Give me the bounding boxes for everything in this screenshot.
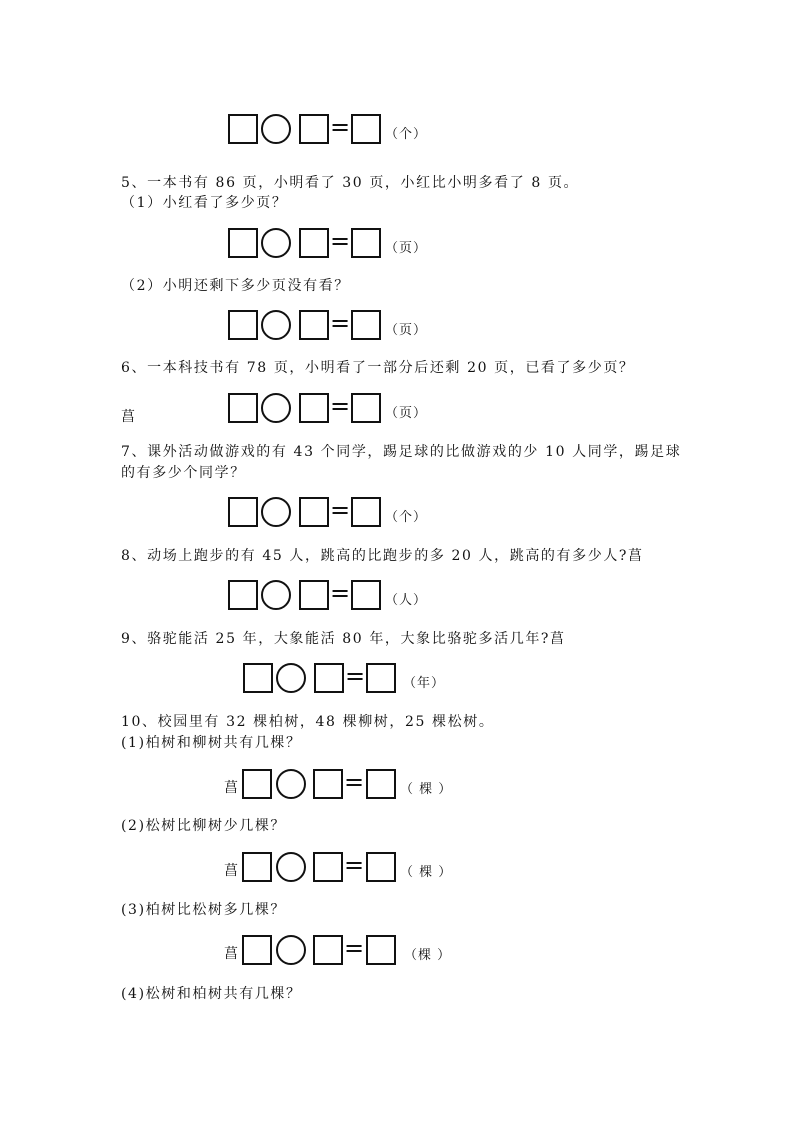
equation-template	[228, 580, 428, 610]
equals-sign: =	[345, 662, 366, 690]
equation-template	[224, 935, 464, 965]
answer-box[interactable]	[242, 852, 272, 882]
equals-sign: =	[330, 579, 351, 607]
answer-box[interactable]	[351, 580, 381, 610]
unit-label: （棵 ）	[404, 948, 452, 963]
operator-circle[interactable]	[261, 228, 291, 258]
unit-label: （年）	[403, 676, 446, 691]
operator-circle[interactable]	[261, 497, 291, 527]
question-5-sub-2: （2）小明还剩下多少页没有看？	[121, 278, 350, 294]
equals-sign: =	[344, 934, 365, 962]
answer-box[interactable]	[351, 497, 381, 527]
question-8: 8、动场上跑步的有 45 人，跳高的比跑步的多 20 人，跳高的有多少人?菖	[121, 548, 644, 564]
question-10-sub-1: (1)柏树和柳树共有几棵？	[121, 735, 302, 751]
equals-sign: =	[330, 113, 351, 141]
stray-glyph: 菖	[224, 946, 238, 962]
question-10-sub-2: (2)松树比柳树少几棵？	[121, 818, 287, 834]
stray-glyph: 菖	[121, 409, 137, 425]
operator-circle[interactable]	[261, 310, 291, 340]
unit-label: （页）	[385, 241, 428, 256]
answer-box[interactable]	[313, 935, 343, 965]
stray-glyph: 菖	[224, 863, 238, 879]
equals-sign: =	[344, 851, 365, 879]
answer-box[interactable]	[228, 497, 258, 527]
operator-circle[interactable]	[276, 935, 306, 965]
question-10-sub-4: (4)松树和柏树共有几棵？	[121, 986, 302, 1002]
operator-circle[interactable]	[261, 114, 291, 144]
question-7-line-1: 7、课外活动做游戏的有 43 个同学，踢足球的比做游戏的少 10 人同学，踢足球	[121, 444, 682, 460]
operator-circle[interactable]	[276, 852, 306, 882]
unit-label: （页）	[385, 406, 428, 421]
answer-box[interactable]	[366, 935, 396, 965]
answer-box[interactable]	[299, 114, 329, 144]
answer-box[interactable]	[242, 935, 272, 965]
answer-box[interactable]	[314, 663, 344, 693]
answer-box[interactable]	[228, 310, 258, 340]
equation-template	[228, 228, 428, 258]
equals-sign: =	[344, 768, 365, 796]
question-9: 9、骆驼能活 25 年，大象能活 80 年，大象比骆驼多活几年?菖	[121, 631, 566, 647]
question-7-line-2: 的有多少个同学？	[121, 465, 246, 481]
answer-box[interactable]	[228, 228, 258, 258]
unit-label: （ 棵 ）	[400, 865, 453, 880]
answer-box[interactable]	[228, 393, 258, 423]
answer-box[interactable]	[313, 769, 343, 799]
answer-box[interactable]	[351, 393, 381, 423]
equals-sign: =	[330, 392, 351, 420]
answer-box[interactable]	[366, 769, 396, 799]
operator-circle[interactable]	[276, 769, 306, 799]
answer-box[interactable]	[243, 663, 273, 693]
question-10-sub-3: (3)柏树比松树多几棵？	[121, 902, 287, 918]
answer-box[interactable]	[313, 852, 343, 882]
unit-label: （个）	[385, 127, 428, 142]
unit-label: （人）	[385, 593, 428, 608]
answer-box[interactable]	[351, 114, 381, 144]
unit-label: （页）	[385, 323, 428, 338]
equals-sign: =	[330, 227, 351, 255]
operator-circle[interactable]	[276, 663, 306, 693]
equals-sign: =	[330, 309, 351, 337]
operator-circle[interactable]	[261, 393, 291, 423]
question-10: 10、校园里有 32 棵柏树，48 棵柳树，25 棵松树。	[121, 714, 495, 730]
equation-template	[228, 114, 428, 144]
unit-label: （ 棵 ）	[400, 782, 453, 797]
answer-box[interactable]	[366, 852, 396, 882]
answer-box[interactable]	[351, 310, 381, 340]
question-6: 6、一本科技书有 78 页，小明看了一部分后还剩 20 页，已看了多少页？	[121, 360, 635, 376]
equation-template	[228, 393, 428, 423]
answer-box[interactable]	[299, 497, 329, 527]
answer-box[interactable]	[299, 228, 329, 258]
answer-box[interactable]	[228, 114, 258, 144]
answer-box[interactable]	[299, 393, 329, 423]
equation-template	[224, 852, 464, 882]
question-5-sub-1: （1）小红看了多少页？	[121, 195, 288, 211]
answer-box[interactable]	[228, 580, 258, 610]
question-5: 5、一本书有 86 页，小明看了 30 页，小红比小明多看了 8 页。	[121, 175, 580, 191]
unit-label: （个）	[385, 510, 428, 525]
answer-box[interactable]	[242, 769, 272, 799]
equation-template	[228, 310, 428, 340]
equation-template	[224, 769, 464, 799]
operator-circle[interactable]	[261, 580, 291, 610]
equation-template	[243, 663, 453, 693]
answer-box[interactable]	[351, 228, 381, 258]
answer-box[interactable]	[299, 310, 329, 340]
equals-sign: =	[330, 496, 351, 524]
equation-template	[228, 497, 428, 527]
stray-glyph: 菖	[224, 780, 238, 796]
answer-box[interactable]	[299, 580, 329, 610]
answer-box[interactable]	[366, 663, 396, 693]
